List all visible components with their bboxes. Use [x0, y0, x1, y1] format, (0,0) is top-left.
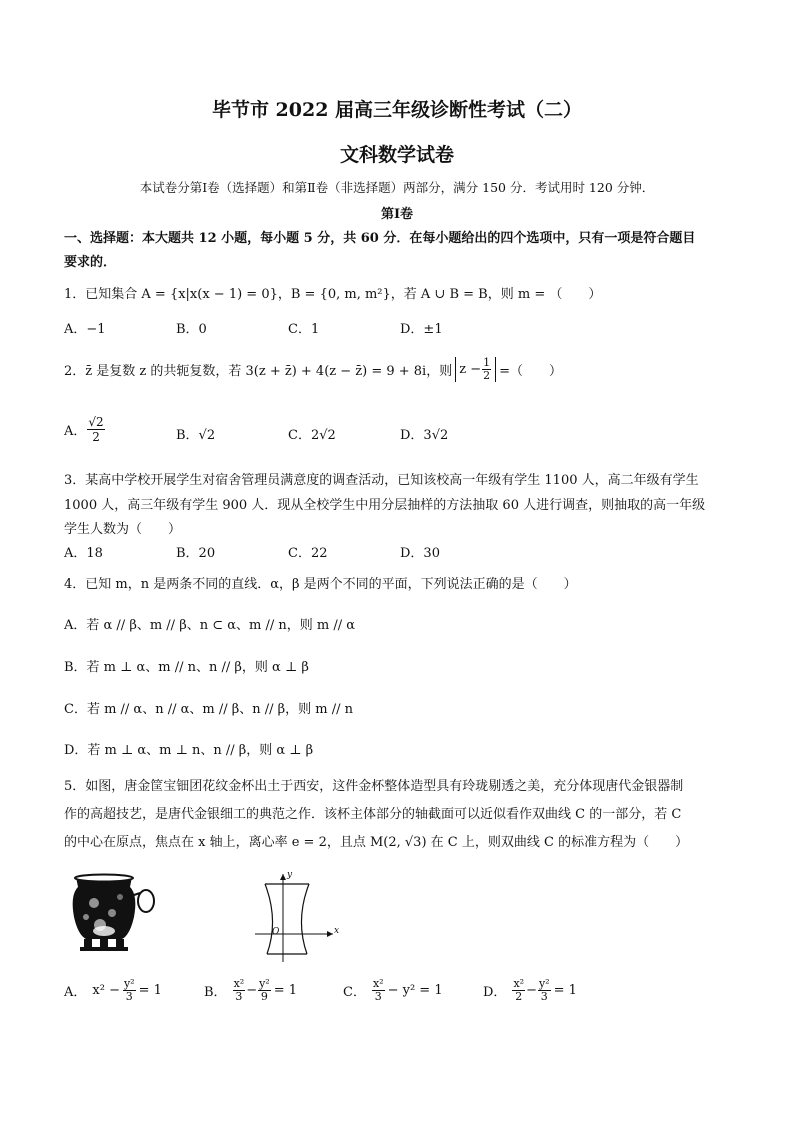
- q2-half-num: 1: [483, 356, 491, 369]
- gold-cup-image: [70, 873, 160, 958]
- exam-subtitle: 文科数学试卷: [339, 144, 454, 166]
- question-4-stem: 4．已知 m，n 是两条不同的直线．α，β 是两个不同的平面，下列说法正确的是（ ）: [64, 577, 577, 592]
- q2-a-fraction: [87, 415, 104, 444]
- q3-option-d: D．30: [400, 546, 440, 561]
- q2-option-a: [64, 415, 106, 444]
- q5-b-label: B．: [204, 985, 227, 1000]
- q5-b-num1: x²: [233, 977, 245, 990]
- q2-option-c: C．2√2: [288, 428, 336, 443]
- exam-intro: 本试卷分第Ⅰ卷（选择题）和第Ⅱ卷（非选择题）两部分，满分 150 分．考试用时 120 分钟．: [139, 180, 655, 195]
- fig-x-label: x: [334, 926, 340, 936]
- q5-d-label: D．: [483, 985, 507, 1000]
- question-3-line2: 1000 人，高三年级有学生 900 人．现从全校学生中用分层抽样的方法抽取 60 人进行调查，则抽取的高一年级: [64, 498, 706, 513]
- q3-option-c: C．22: [288, 546, 328, 561]
- fig-origin-label: O: [272, 927, 280, 937]
- q2-stem-post: =（ ）: [499, 364, 562, 379]
- exam-title: 毕节市 2022 届高三年级诊断性考试（二）: [211, 99, 583, 121]
- q5-a-post: = 1: [138, 983, 162, 998]
- q2-a-num: √2: [88, 415, 104, 429]
- q1-option-b: B．0: [176, 322, 207, 337]
- q5-d-fraction-2: [538, 978, 551, 1003]
- part-heading: 第Ⅰ卷: [380, 207, 414, 222]
- question-3-line3: 学生人数为（ ）: [64, 522, 182, 537]
- q5-d-num2: y²: [538, 977, 550, 990]
- question-5-line3: 的中心在原点，焦点在 x 轴上，离心率 e = 2，且点 M(2, √3) 在 C 上，则双曲线 C 的标准方程为（ ）: [64, 835, 689, 850]
- hyperbola-figure: [245, 868, 345, 966]
- q5-c-label: C．: [343, 985, 366, 1000]
- q4-option-d: D．若 m ⊥ α、m ⊥ n、n // β，则 α ⊥ β: [64, 743, 314, 758]
- q2-option-d: D．3√2: [400, 428, 449, 443]
- q2-half-den: 2: [483, 369, 491, 382]
- q1-option-c: C．1: [288, 322, 320, 337]
- q2-a-label: A．: [64, 424, 87, 439]
- q5-d-den1: 2: [515, 990, 523, 1003]
- q5-option-c: [343, 978, 443, 1003]
- q5-a-num: y²: [123, 977, 135, 990]
- q5-d-post: = 1: [553, 983, 577, 998]
- q5-b-den1: 3: [235, 990, 243, 1003]
- q1-option-a: A．−1: [64, 322, 106, 337]
- question-3-line1: 3．某高中学校开展学生对宿舍管理员满意度的调查活动，已知该校高一年级有学生 1100 人，高二年级有学生: [64, 473, 699, 488]
- question-2-stem: [64, 357, 562, 382]
- q5-option-d: [483, 978, 577, 1003]
- fig-y-label: y: [287, 870, 293, 880]
- question-5-line1: 5．如图，唐金筐宝钿团花纹金杯出土于西安，这件金杯整体造型具有玲珑剔透之美，充分体现唐代金银器制: [64, 779, 684, 794]
- question-5-line2: 作的高超技艺，是唐代金银细工的典范之作．该杯主体部分的轴截面可以近似看作双曲线 C 的一部分，若 C: [64, 807, 682, 822]
- q5-b-mid: −: [246, 983, 258, 998]
- q4-option-c: C．若 m // α、n // α、m // β、n // β，则 m // n: [64, 702, 354, 717]
- section-heading-line2: 要求的．: [64, 255, 117, 270]
- q5-d-num1: x²: [513, 977, 525, 990]
- q5-d-fraction-1: [512, 978, 525, 1003]
- q3-option-b: B．20: [176, 546, 216, 561]
- q5-b-den2: 9: [260, 990, 268, 1003]
- q5-b-post: = 1: [273, 983, 298, 998]
- q2-abs-pre: z −: [459, 362, 482, 377]
- q4-option-b: B．若 m ⊥ α、m // n、n // β，则 α ⊥ β: [64, 660, 309, 675]
- q5-c-fraction-1: [372, 978, 385, 1003]
- q2-half-fraction: [482, 357, 491, 382]
- question-1-stem: 1．已知集合 A = {x|x(x − 1) = 0}，B = {0, m, m²}，若 A ∪ B = B，则 m = （ ）: [64, 287, 602, 302]
- q5-option-b: [204, 978, 297, 1003]
- q2-a-den: 2: [92, 430, 100, 444]
- q5-a-pre: x² −: [92, 983, 120, 998]
- q5-c-post: − y² = 1: [387, 983, 443, 998]
- q5-a-fraction: [123, 978, 136, 1003]
- q5-b-fraction-1: [233, 978, 246, 1003]
- q5-a-den: 3: [125, 990, 133, 1003]
- q5-d-den2: 3: [540, 990, 548, 1003]
- q5-c-num1: x²: [372, 977, 384, 990]
- q5-d-mid: −: [526, 983, 537, 998]
- q4-option-a: A．若 α // β、m // β、n ⊂ α、m // n，则 m // α: [64, 618, 356, 633]
- q5-option-a: [64, 978, 162, 1003]
- q5-a-label: A．: [64, 985, 87, 1000]
- q5-b-fraction-2: [258, 978, 271, 1003]
- q3-option-a: A．18: [64, 546, 103, 561]
- q2-option-b: B．√2: [176, 428, 216, 443]
- q5-b-num2: y²: [259, 977, 270, 990]
- q1-option-d: D．±1: [400, 322, 443, 337]
- q2-abs-expression: [455, 357, 496, 382]
- q2-stem-pre: 2．z̄ 是复数 z 的共轭复数，若 3(z + z̄) + 4(z − z̄) = 9 + 8i，则: [64, 364, 453, 379]
- q5-c-den1: 3: [374, 990, 382, 1003]
- section-heading-line1: 一、选择题：本大题共 12 小题，每小题 5 分，共 60 分．在每小题给出的四个选项中，只有一项是符合题目: [64, 231, 696, 246]
